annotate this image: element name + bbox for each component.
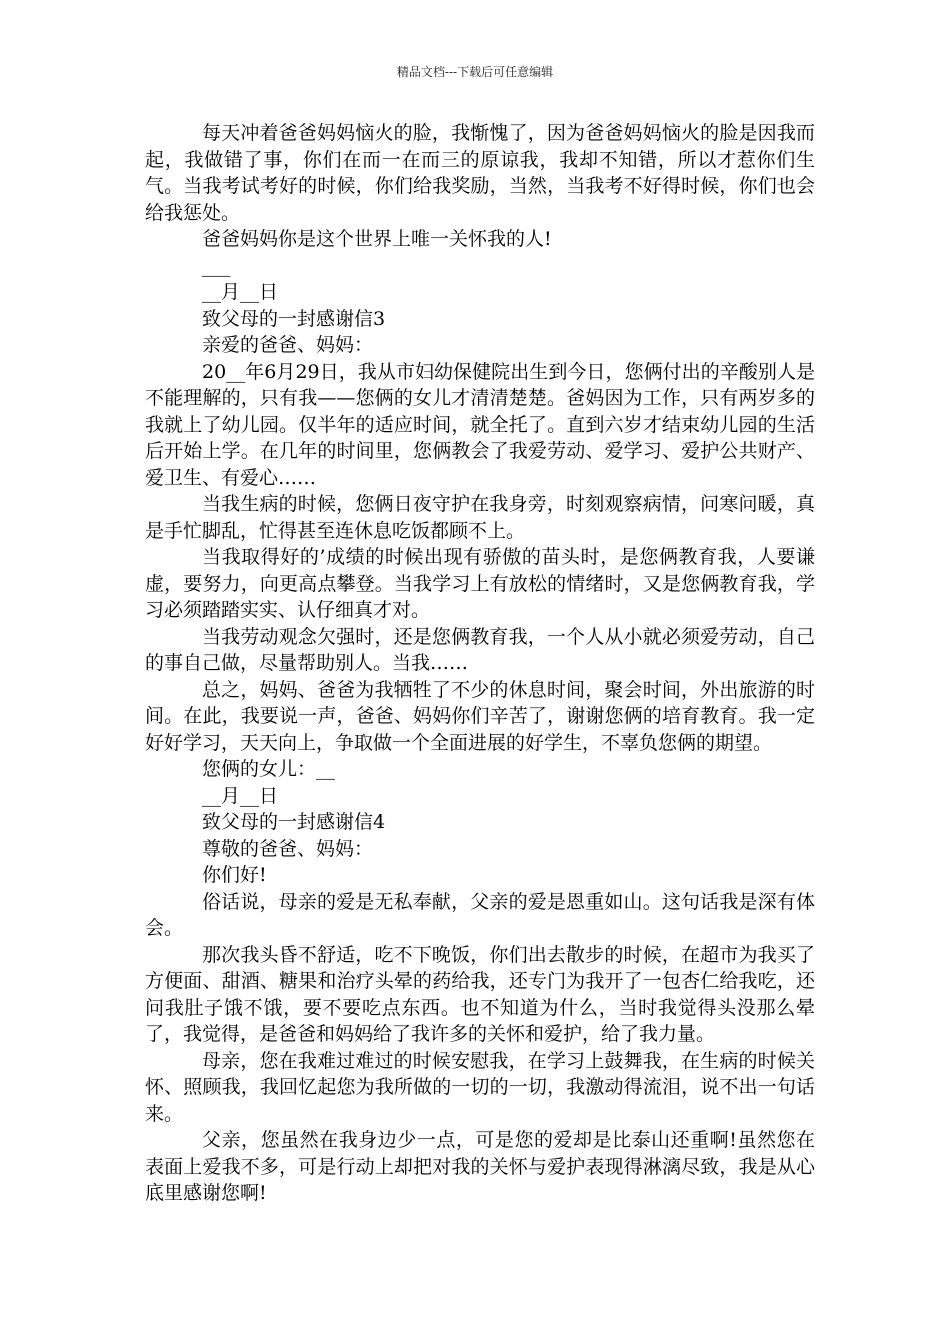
salutation: 尊敬的爸爸、妈妈： — [202, 837, 374, 860]
section-title: 致父母的一封感谢信4 — [202, 811, 386, 833]
document-body — [145, 120, 815, 1207]
paragraph: 总之，妈妈、爸爸为我牺牲了不少的休息时间，聚会时间，外出旅游的时间。在此，我要说一声，爸爸、妈妈你们辛苦了，谢谢您俩的培育教育。我一定好好学习，天天向上，争取做一个全面进展的好学生，不辜负您俩的期望。 — [145, 678, 815, 754]
date-line: __月__日 — [202, 281, 279, 303]
page-header: 精品文档---下载后可任意编辑 — [396, 65, 554, 79]
paragraph: 爸爸妈妈你是这个世界上唯一关怀我的人! — [202, 228, 552, 250]
section-title: 致父母的一封感谢信3 — [202, 307, 386, 330]
paragraph: 父亲，您虽然在我身边少一点，可是您的爱却是比泰山还重啊!虽然您在表面上爱我不多，可是行动上却把对我的关怀与爱护表现得淋漓尽致，我是从心底里感谢您啊! — [145, 1129, 815, 1204]
paragraph: 20__年6月29日，我从市妇幼保健院出生到今日，您俩付出的辛酸别人是不能理解的，只有我——您俩的女儿才清清楚楚。爸妈因为工作，只有两岁多的我就上了幼儿园。仅半年的适应时间，就全托了。直到六岁才结束幼儿园的生活后开始上学。在几年的时间里，您俩教会了我爱劳动、爱学习、爱护公共财产、爱卫生、有爱心…… — [145, 360, 815, 489]
paragraph: 每天冲着爸爸妈妈恼火的脸，我惭愧了，因为爸爸妈妈恼火的脸是因我而起，我做错了事，你们在而一在而三的原谅我，我却不知错，所以才惹你们生气。当我考试考好的时候，你们给我奖励，当然，当我考不好得时候，你们也会给我惩处。 — [145, 122, 815, 224]
paragraph: 当我生病的时候，您俩日夜守护在我身旁，时刻观察病情，问寒问暖，真是手忙脚乱，忙得甚至连休息吃饭都顾不上。 — [145, 493, 815, 542]
paragraph: 母亲，您在我难过难过的时候安慰我，在学习上鼓舞我，在生病的时候关怀、照顾我，我回忆起您为我所做的一切的一切，我激动得流泪，说不出一句话来。 — [145, 1049, 815, 1125]
greeting: 你们好! — [202, 864, 267, 886]
paragraph: 那次我头昏不舒适，吃不下晚饭，你们出去散步的时候，在超市为我买了方便面、甜酒、糖果和治疗头晕的药给我，还专门为我开了一包杏仁给我吃，还问我肚子饿不饿，要不要吃点东西。也不知道为什么，当时我觉得头没那么晕了，我觉得，是爸爸和妈妈给了我许多的关怀和爱护，给了我力量。 — [145, 943, 815, 1045]
date-line: __月__日 — [202, 784, 279, 807]
paragraph: 当我劳动观念欠强时，还是您俩教育我，一个人从小就必须爱劳动，自己的事自己做，尽量帮助别人。当我…… — [145, 625, 815, 674]
paragraph: 当我取得好的’成绩的时候出现有骄傲的苗头时，是您俩教育我，人要谦虚，要努力，向更高点攀登。当我学习上有放松的情绪时，又是您俩教育我，学习必须踏踏实实、认仔细真才对。 — [145, 546, 815, 621]
paragraph: 俗话说，母亲的爱是无私奉献，父亲的爱是恩重如山。这句话我是深有体会。 — [145, 890, 815, 939]
salutation: 亲爱的爸爸、妈妈： — [202, 334, 374, 356]
signature-line: 您俩的女儿：__ — [202, 758, 336, 780]
signature-blank: ___ — [202, 254, 231, 277]
